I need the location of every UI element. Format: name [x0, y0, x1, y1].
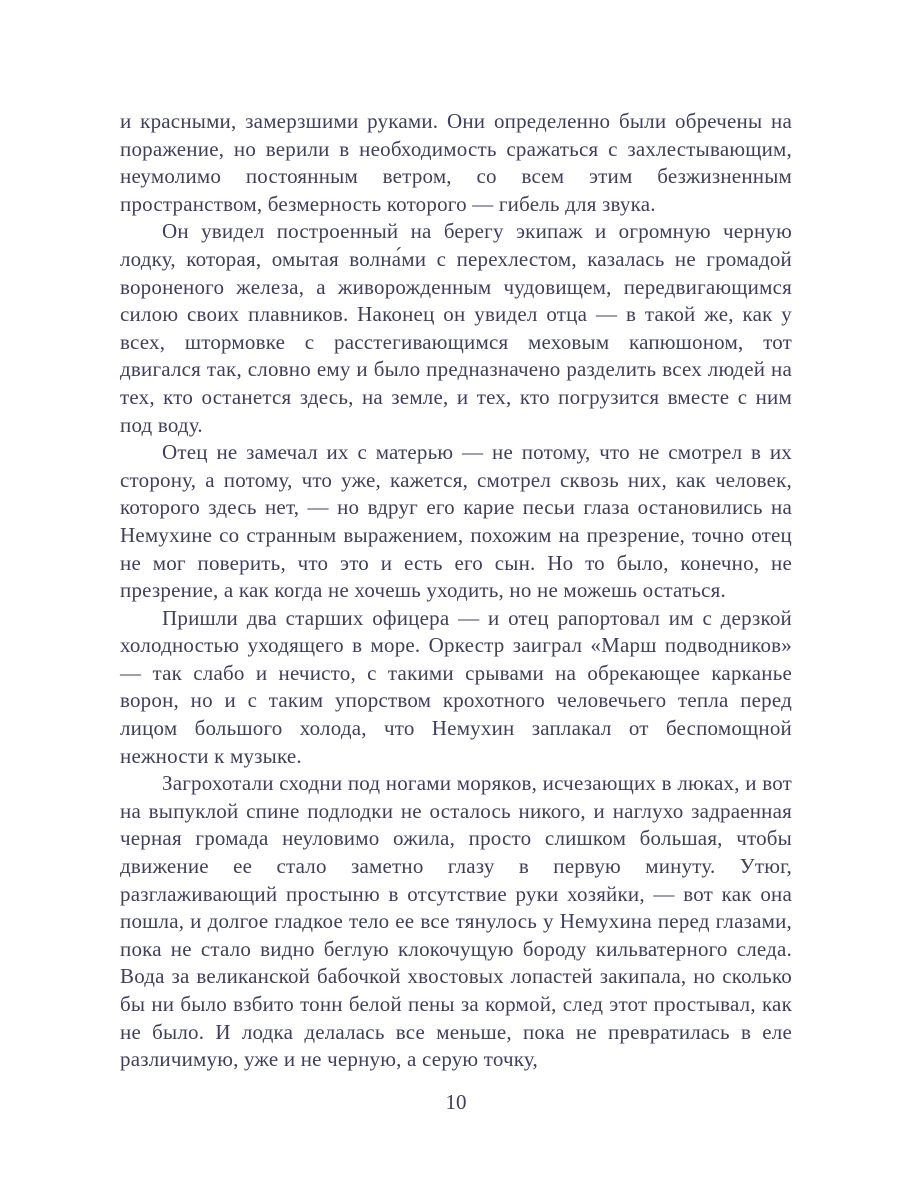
page-text [120, 108, 792, 1074]
paragraph: Отец не замечал их с матерью — не потому, что не смотрел в их сторону, а потому, что уже, кажется, смотрел сквозь них, как человек, которого здесь нет, — но вдруг его карие песьи глаза остановились на Немухине со странным выражением, похожим на презрение, точно отец не мог поверить, что это и есть его сын. Но то было, конечно, не презрение, а как когда не хочешь уходить, но не можешь остаться. [120, 440, 792, 603]
paragraph: и красными, замерзшими руками. Они определенно были обречены на поражение, но верили в необходимость сражаться с захлестывающим, неумолимо постоянным ветром, со всем этим безжизненным пространством, безмерность которого — гибель для звука. [120, 109, 792, 216]
paragraph: Загрохотали сходни под ногами моряков, исчезающих в люках, и вот на выпуклой спине подлодки не осталось никого, и наглухо задраенная черная громада неуловимо ожила, просто слишком большая, чтобы движение ее стало заметно глазу в первую минуту. Утюг, разглаживающий простыню в отсутствие руки хозяйки, — вот как она пошла, и долгое гладкое тело ее все тянулось у Немухина перед глазами, пока не стало видно беглую клокочущую бороду кильватерного следа. Вода за великанской бабочкой хвостовых лопастей закипала, но сколько бы ни было взбито тонн белой пены за кормой, след этот простывал, как не было. И лодка делалась все меньше, пока не превратилась в еле различимую, уже и не черную, а серую точку, [120, 771, 792, 1072]
paragraph: Пришли два старших офицера — и отец рапортовал им с дерзкой холодностью уходящего в море. Оркестр заиграл «Марш подводников» — так слабо и нечисто, с такими срывами на обрекающее карканье ворон, но и с таким упорством крохотного человечьего тепла перед лицом большого холода, что Немухин заплакал от беспомощной нежности к музыке. [120, 605, 792, 768]
paragraph: Он увидел построенный на берегу экипаж и огромную черную лодку, которая, омытая волна́ми с перехлестом, казалась не громадой вороненого железа, а живорожденным чудовищем, передвигающимся силою своих плавников. Наконец он увидел отца — в такой же, как у всех, штормовке с расстегивающимся меховым капюшоном, тот двигался так, словно ему и было предназначено разделить всех людей на тех, кто останется здесь, на земле, и тех, кто погрузится вместе с ним под воду. [120, 219, 792, 437]
page-number: 10 [445, 1090, 467, 1114]
